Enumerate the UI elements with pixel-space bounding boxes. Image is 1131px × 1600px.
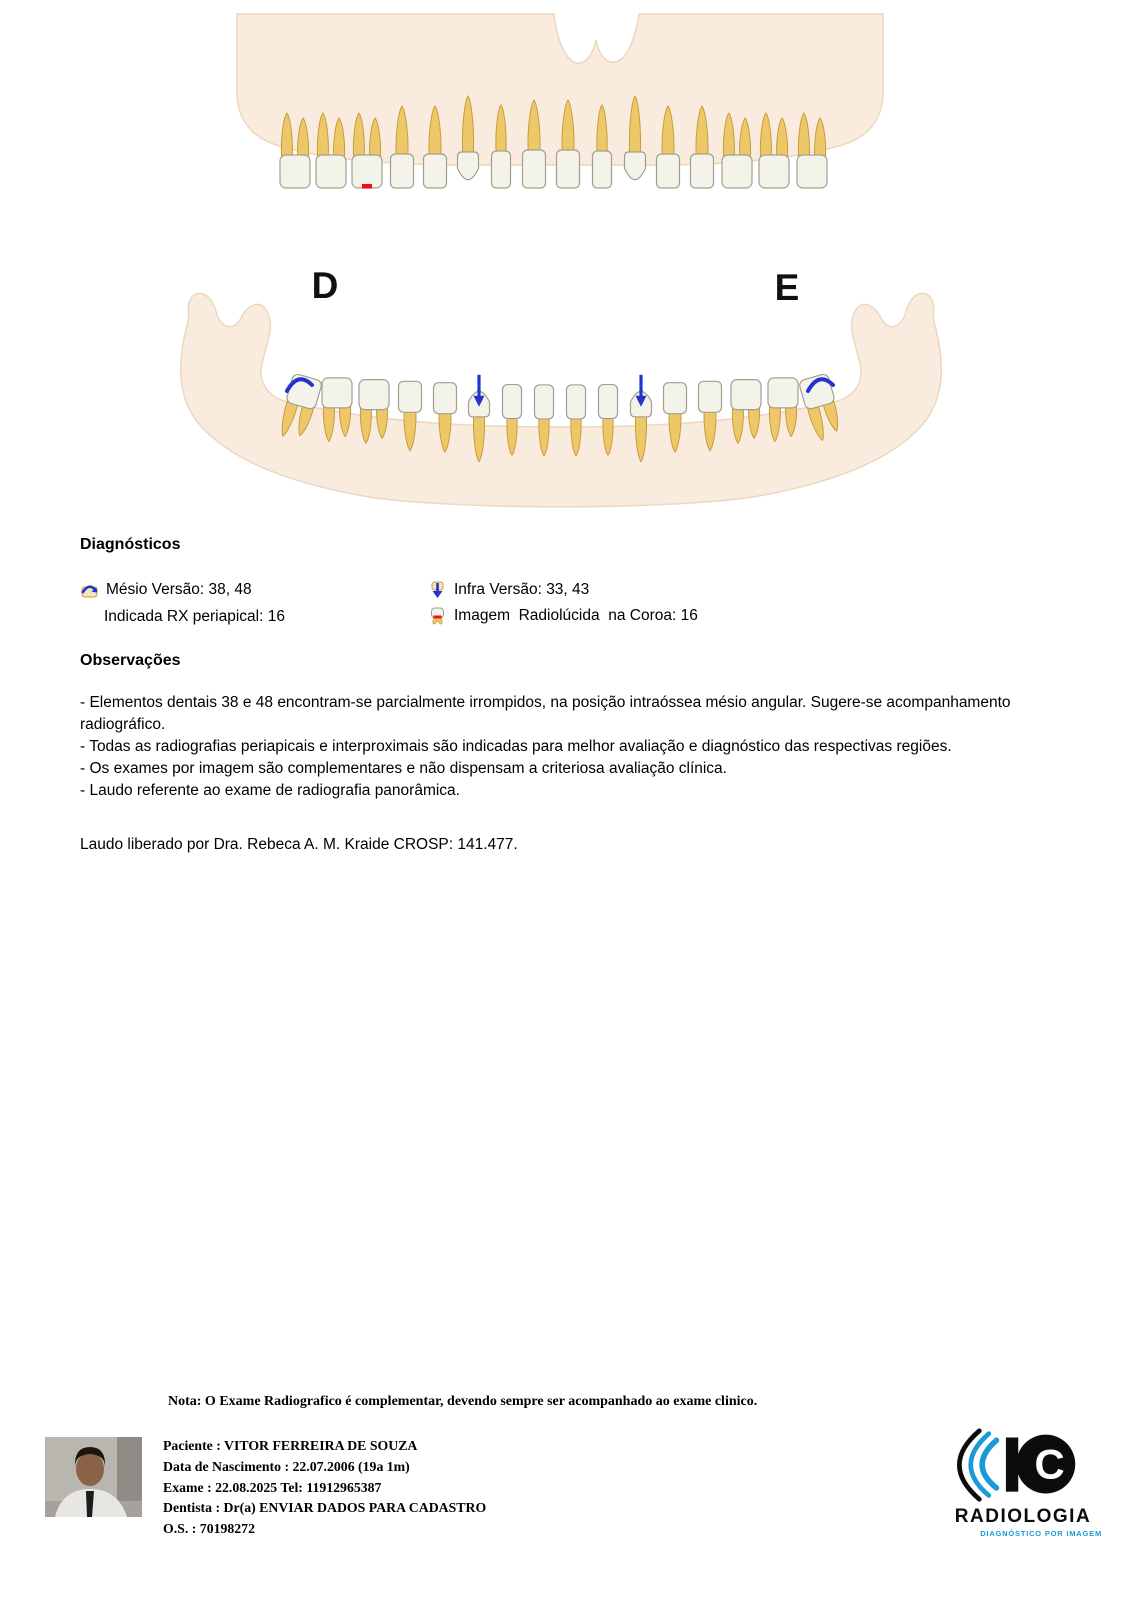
- clinic-logo-brand: RADIOLOGIA: [954, 1506, 1092, 1527]
- diagnostic-item-radiolucida: [428, 606, 698, 625]
- infra-versao-icon: [428, 580, 447, 599]
- diagnostic-label: Mésio Versão: 38, 48: [106, 580, 252, 598]
- footer-note: Nota: O Exame Radiografico é complementar, devendo sempre ser acompanhado ao exame clinico.: [168, 1394, 758, 1409]
- observation-line: - Todas as radiografias periapicais e interproximais são indicadas para melhor avaliação e diagnóstico das respectivas regiões.: [80, 738, 952, 755]
- dentist-line: Dentista : Dr(a) ENVIAR DADOS PARA CADASTRO: [163, 1500, 487, 1516]
- patient-photo: [45, 1437, 142, 1517]
- observations-title: Observações: [80, 652, 181, 669]
- observation-line: - Os exames por imagem são complementares e não dispensam a criteriosa avaliação clínica.: [80, 760, 727, 777]
- jaw-side-label-e: E: [774, 267, 800, 308]
- radiolucida-coroa-icon: [428, 606, 447, 625]
- exam-date-line: Exame : 22.08.2025 Tel: 11912965387: [163, 1479, 382, 1495]
- patient-info-block: [163, 1436, 486, 1540]
- patient-birth-line: Data de Nascimento : 22.07.2006 (19a 1m): [163, 1458, 410, 1474]
- diagnostic-item-rx-periapical: [104, 608, 285, 626]
- radiolucida-mark-16: [362, 184, 372, 189]
- jaw-side-label-d: D: [311, 265, 339, 306]
- clinic-logo-tagline: DIAGNÓSTICO POR IMAGEM: [980, 1529, 1102, 1538]
- order-number-line: O.S. : 70198272: [163, 1521, 255, 1537]
- diagnostic-label: Imagem Radiolúcida na Coroa: 16: [454, 606, 698, 624]
- clinic-logo-icon: [943, 1428, 1103, 1504]
- observation-line: - Laudo referente ao exame de radiografia panorâmica.: [80, 782, 460, 799]
- clinic-logo: [938, 1428, 1108, 1544]
- observations-body: [80, 692, 1022, 802]
- diagnostic-label: Infra Versão: 33, 43: [454, 580, 590, 598]
- odontogram-image: [115, 0, 1005, 530]
- mesio-versao-icon: [80, 580, 99, 599]
- diagnostic-item-mesio-versao: [80, 580, 252, 599]
- patient-name-line: Paciente : VITOR FERREIRA DE SOUZA: [163, 1438, 418, 1453]
- svg-text:C: C: [1034, 1440, 1065, 1488]
- odontogram-svg: [115, 0, 1005, 530]
- report-released-by: Laudo liberado por Dra. Rebeca A. M. Kraide CROSP: 141.477.: [80, 836, 518, 853]
- diagnostic-item-infra-versao: [428, 580, 589, 599]
- diagnostic-label: Indicada RX periapical: 16: [104, 608, 285, 625]
- diagnostics-title: Diagnósticos: [80, 536, 181, 553]
- patient-photo-image: [45, 1437, 142, 1517]
- observation-line: - Elementos dentais 38 e 48 encontram-se parcialmente irrompidos, na posição intraóssea mésio angular. Sugere-se acompanhamento radiográfico.: [80, 694, 1011, 733]
